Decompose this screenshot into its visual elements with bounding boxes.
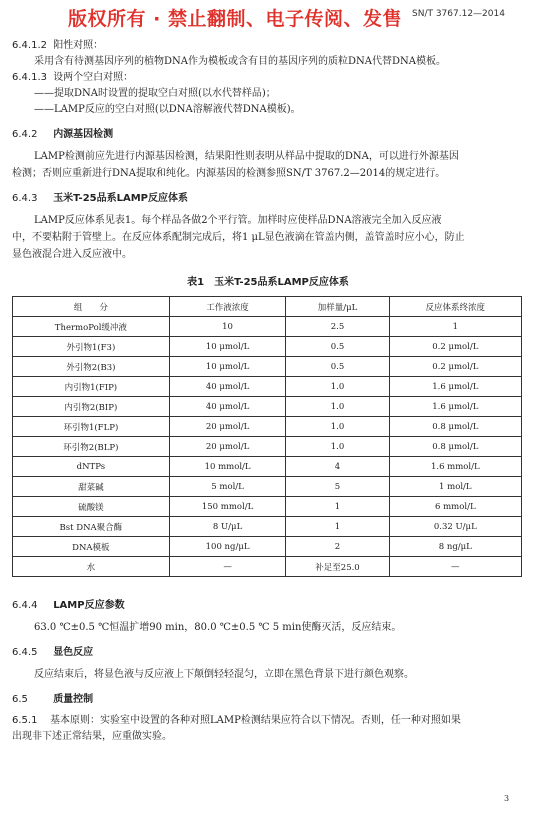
table-cell: 0.32 U/μL	[389, 517, 521, 537]
clause-heading: 阳性对照：	[53, 40, 104, 51]
table-cell: 0.5	[286, 357, 389, 377]
table-cell: —	[169, 557, 286, 577]
table-cell: 0.2 μmol/L	[389, 337, 521, 357]
column-header: 反应体系终浓度	[389, 297, 521, 317]
paragraph-line: 出现非下述正常结果，应重做实验。	[12, 731, 172, 742]
paragraph	[12, 713, 524, 745]
table-cell: 甜菜碱	[13, 477, 170, 497]
table-cell: 20 μmol/L	[169, 417, 286, 437]
section-6-4-2-heading	[12, 128, 524, 142]
table-cell: 10	[169, 317, 286, 337]
table-cell: 外引物1(F3)	[13, 337, 170, 357]
table-cell: 1.0	[286, 377, 389, 397]
paragraph-line: LAMP反应体系见表1。每个样品各做2个平行管。加样时应使样品DNA溶液完全加入反应液	[34, 215, 442, 226]
table-cell: 硫酸镁	[13, 497, 170, 517]
section-title: LAMP反应参数	[53, 600, 125, 611]
table-row	[13, 497, 522, 517]
list-item: ——LAMP反应的空白对照(以DNA溶解液代替DNA模板)。	[34, 104, 301, 115]
table-body	[13, 317, 522, 577]
table-cell: dNTPs	[13, 457, 170, 477]
table-cell: 8 ng/μL	[389, 537, 521, 557]
paragraph-line: 63.0 ℃±0.5 ℃恒温扩增90 min，80.0 ℃±0.5 ℃ 5 min使酶灭活，反应结束。	[34, 622, 402, 633]
table-cell: 1	[286, 497, 389, 517]
column-header: 加样量/μL	[286, 297, 389, 317]
paragraph-line: 反应结束后，将显色液与反应液上下颠倒轻轻混匀，立即在黑色背景下进行颜色观察。	[34, 669, 414, 680]
section-6-4-3-heading	[12, 192, 524, 206]
paragraph-line: 检测；否则应重新进行DNA提取和纯化。内源基因的检测参照SN/T 3767.2—2014的规定进行。	[12, 168, 446, 179]
table-cell: 20 μmol/L	[169, 437, 286, 457]
table-caption: 表1 玉米T-25品系LAMP反应体系	[187, 277, 349, 288]
table-row	[13, 437, 522, 457]
table-row	[13, 537, 522, 557]
table-cell: 内引物2(BIP)	[13, 397, 170, 417]
section-title: 内源基因检测	[53, 129, 114, 140]
paragraph	[12, 619, 524, 636]
table-cell: 环引物1(FLP)	[13, 417, 170, 437]
table-cell: 1	[389, 317, 521, 337]
table-cell: 5	[286, 477, 389, 497]
table-cell: 1.0	[286, 397, 389, 417]
table-cell: Bst DNA聚合酶	[13, 517, 170, 537]
table-cell: 8 U/μL	[169, 517, 286, 537]
section-6-4-1-2	[12, 38, 524, 54]
watermark: 版权所有 · 禁止翻制、电子传阅、发售	[68, 8, 402, 30]
table-cell: 10 μmol/L	[169, 337, 286, 357]
document-body	[12, 38, 524, 745]
table-cell: 0.8 μmol/L	[389, 437, 521, 457]
table-cell: 0.5	[286, 337, 389, 357]
table-header-row	[13, 297, 522, 317]
table-cell: 水	[13, 557, 170, 577]
table-cell: 40 μmol/L	[169, 397, 286, 417]
paragraph	[12, 666, 524, 683]
paragraph-line: LAMP检测前应先进行内源基因检测，结果阳性则表明从样品中提取的DNA，可以进行外源基因	[34, 151, 459, 162]
table-cell: 10 mmol/L	[169, 457, 286, 477]
section-6-4-4-heading	[12, 599, 524, 613]
table-cell: 环引物2(BLP)	[13, 437, 170, 457]
table-row	[13, 477, 522, 497]
table-cell: 6 mmol/L	[389, 497, 521, 517]
table-cell: 2	[286, 537, 389, 557]
table-row	[13, 377, 522, 397]
table-cell: 补足至25.0	[286, 557, 389, 577]
table-row	[13, 517, 522, 537]
table-cell: 内引物1(FIP)	[13, 377, 170, 397]
table-row	[13, 417, 522, 437]
table-row	[13, 397, 522, 417]
table-cell: 1.0	[286, 437, 389, 457]
reaction-system-table	[12, 296, 522, 577]
table-row	[13, 357, 522, 377]
table-cell: 1.6 mmol/L	[389, 457, 521, 477]
table-cell: 2.5	[286, 317, 389, 337]
section-number: 6.5	[12, 694, 28, 705]
table-row	[13, 557, 522, 577]
paragraph-line: 中，不要粘附于管壁上。在反应体系配制完成后，将1 μL显色液滴在管盖内侧，盖管盖时应小心，防止	[12, 232, 465, 243]
section-title: 显色反应	[53, 647, 94, 658]
table-row	[13, 317, 522, 337]
table-cell: 外引物2(B3)	[13, 357, 170, 377]
table-cell: 10 μmol/L	[169, 357, 286, 377]
paragraph	[12, 212, 524, 263]
table-cell: 100 ng/μL	[169, 537, 286, 557]
table-cell: 1.0	[286, 417, 389, 437]
section-6-5-heading	[12, 693, 524, 707]
table-cell: 1.6 μmol/L	[389, 377, 521, 397]
clause-number: 6.5.1	[12, 715, 38, 726]
clause-number: 6.4.1.2	[12, 40, 47, 51]
table-row	[13, 337, 522, 357]
table-cell: 1 mol/L	[389, 477, 521, 497]
page-number: 3	[504, 794, 510, 803]
table-cell: 4	[286, 457, 389, 477]
section-number: 6.4.4	[12, 600, 38, 611]
section-number: 6.4.2	[12, 129, 38, 140]
section-title: 玉米T-25品系LAMP反应体系	[53, 193, 188, 204]
table-cell: 40 μmol/L	[169, 377, 286, 397]
table-cell: 150 mmol/L	[169, 497, 286, 517]
clause-text: 采用含有待测基因序列的植物DNA作为模板或含有目的基因序列的质粒DNA代替DNA模板。	[34, 56, 446, 67]
table-cell: 1	[286, 517, 389, 537]
section-number: 6.4.3	[12, 193, 38, 204]
paragraph	[12, 148, 524, 182]
table-cell: 1.6 μmol/L	[389, 397, 521, 417]
section-6-4-1-3	[12, 70, 524, 86]
section-title: 质量控制	[53, 694, 94, 705]
paragraph-line: 基本原则：实验室中设置的各种对照LAMP检测结果应符合以下情况。否则，任一种对照如果	[50, 715, 461, 726]
table-cell: —	[389, 557, 521, 577]
table-cell: 0.2 μmol/L	[389, 357, 521, 377]
column-header: 工作液浓度	[169, 297, 286, 317]
clause-heading: 设两个空白对照：	[53, 72, 134, 83]
table-cell: DNA模板	[13, 537, 170, 557]
clause-number: 6.4.1.3	[12, 72, 47, 83]
table-cell: 0.8 μmol/L	[389, 417, 521, 437]
table-row	[13, 457, 522, 477]
section-6-4-5-heading	[12, 646, 524, 660]
table-cell: ThermoPol缓冲液	[13, 317, 170, 337]
column-header: 组 分	[13, 297, 170, 317]
standard-code: SN/T 3767.12—2014	[412, 9, 505, 19]
list-item: ——提取DNA时设置的提取空白对照(以水代替样品)；	[34, 88, 276, 99]
paragraph-line: 显色液混合进入反应液中。	[12, 249, 132, 260]
section-number: 6.4.5	[12, 647, 38, 658]
table-cell: 5 mol/L	[169, 477, 286, 497]
